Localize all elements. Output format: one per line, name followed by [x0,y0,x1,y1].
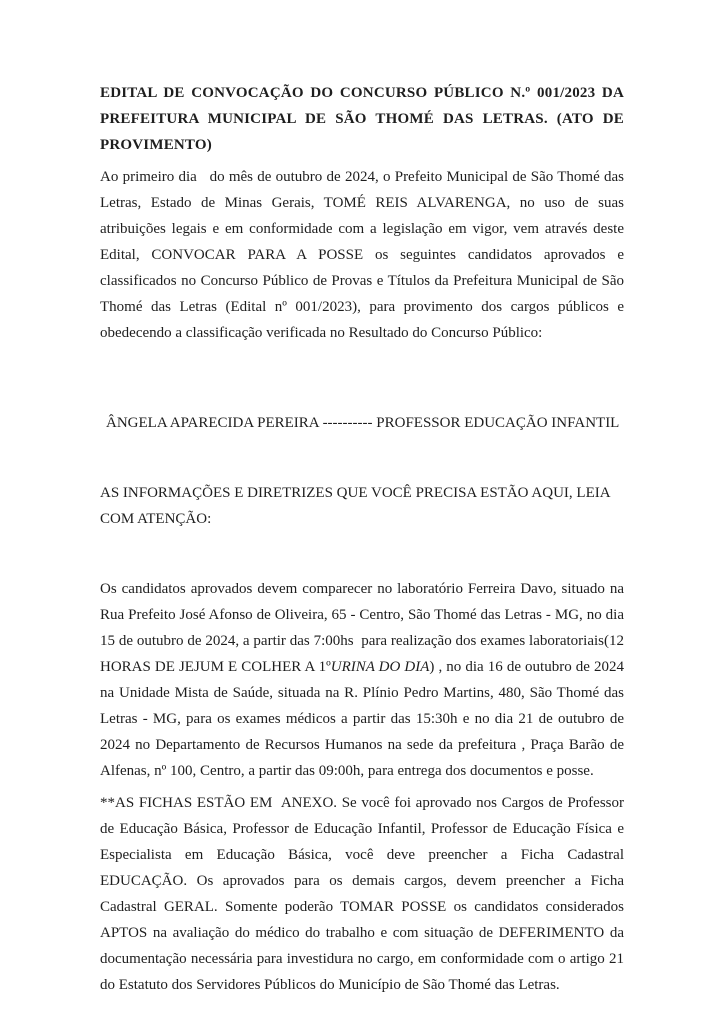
exams-paragraph [100,576,628,784]
opening-paragraph: Ao primeiro dia do mês de outubro de 2024, o Prefeito Municipal de São Thomé das Letras, Estado de Minas Gerais, TOMÉ REIS ALVARENGA, no uso de suas atribuições legais e em conformidade com a legislação em vigor, vem através deste Edital, CONVOCAR PARA A POSSE os seguintes candidatos aprovados e classificados no Concurso Público de Provas e Títulos da Prefeitura Municipal de São Thomé das Letras (Edital nº 001/2023), para provimento dos cargos públicos e obedecendo a classificação verificada no Resultado do Concurso Público: [100,169,628,341]
italic-text-segment: URINA DO DIA [330,659,430,675]
text-segment: Os candidatos aprovados devem comparecer no laboratório Ferreira Davo, situado na Rua Prefeito José Afonso de Oliveira, 65 - Centro, São Thomé das Letras - MG, no dia 15 de outubro de 2024, a partir das 7:00hs para realização dos exames laboratoriais(12 HORAS DE JEJUM E COLHER A 1º [100,581,628,675]
document-title: EDITAL DE CONVOCAÇÃO DO CONCURSO PÚBLICO N.º 001/2023 DA PREFEITURA MUNICIPAL DE SÃO THOMÉ DAS LETRAS. (ATO DE PROVIMENTO) [100,85,628,153]
candidate-row [100,410,624,436]
fichas-paragraph: **AS FICHAS ESTÃO EM ANEXO. Se você foi aprovado nos Cargos de Professor de Educação Básica, Professor de Educação Infantil, Professor de Educação Física e Especialista em Educação Básica, você deve preencher a Ficha Cadastral EDUCAÇÃO. Os aprovados para os demais cargos, devem preencher a Ficha Cadastral GERAL. Somente poderão TOMAR POSSE os candidatos considerados APTOS na avaliação do médico do trabalho e com situação de DEFERIMENTO da documentação necessária para investidura no cargo, em conformidade com o artigo 21 do Estatuto dos Servidores Públicos do Município de São Thomé das Letras. [100,795,628,993]
notice-heading: AS INFORMAÇÕES E DIRETRIZES QUE VOCÊ PRECISA ESTÃO AQUI, LEIA COM ATENÇÃO: [100,485,614,527]
text-segment: ) , no dia 16 de outubro de 2024 na Unidade Mista de Saúde, situada na R. Plínio Pedro Martins, 480, São Thomé das Letras - MG, para os exames médicos a partir das 15:30h e no dia 21 de outubro de 2024 no Departamento de Recursos Humanos na sede da prefeitura , Praça Barão de Alfenas, nº 100, Centro, a partir das 09:00h, para entrega dos documentos e posse. [100,659,628,779]
candidate-position: PROFESSOR EDUCAÇÃO INFANTIL [376,415,620,431]
candidate-separator: ---------- [318,415,377,431]
candidate-name: ÂNGELA APARECIDA PEREIRA [106,415,319,431]
